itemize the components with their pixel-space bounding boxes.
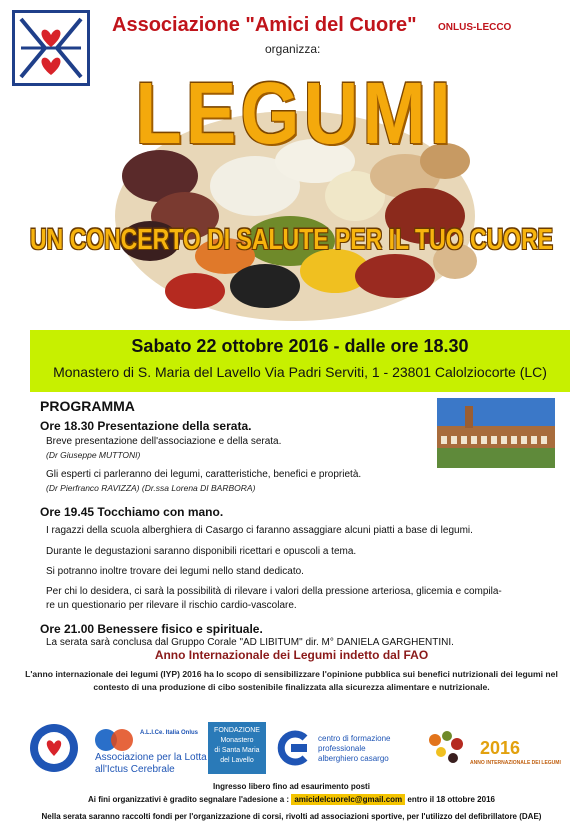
- signup-before: Ai fini organizzativi è gradito segnalare l'adesione a :: [88, 795, 290, 804]
- iyp-caption: ANNO INTERNAZIONALE DEI LEGUMI: [470, 760, 561, 766]
- iyp-logo-icon: [425, 728, 475, 768]
- programme-title: PROGRAMMA: [40, 398, 135, 414]
- hero-slogan: UN CONCERTO DI SALUTE PER IL TUO CUORE: [29, 222, 554, 256]
- hero-title: LEGUMI: [135, 64, 455, 163]
- organizza-label: organizza:: [265, 42, 321, 56]
- signup-after: entro il 18 ottobre 2016: [407, 795, 495, 804]
- event-date: Sabato 22 ottobre 2016 - dalle ore 18.30: [131, 336, 469, 356]
- slot-time-2: Ore 19.45 Tocchiamo con mano.: [40, 505, 224, 519]
- iyp-year: 2016: [480, 738, 521, 758]
- fondazione-line: del Lavello: [220, 757, 254, 764]
- fao-title: Anno Internazionale dei Legumi indetto dal FAO: [154, 648, 429, 662]
- cfp-line3: alberghiero casargo: [318, 754, 389, 763]
- cfp-logo-icon: [275, 730, 311, 766]
- monastery-photo: [437, 398, 555, 468]
- alice-line2: Associazione per la Lotta: [95, 752, 207, 763]
- fondazione-logo: [208, 722, 266, 774]
- slot-speaker: (Dr Giuseppe MUTTONI): [46, 450, 141, 460]
- fondazione-line: di Santa Maria: [214, 747, 260, 754]
- slot-item: I ragazzi della scuola alberghiera di Casargo ci faranno assaggiare alcuni piatti a base di legumi.: [46, 525, 473, 536]
- association-logo: [12, 10, 90, 86]
- slot-item: Breve presentazione dell'associazione e della serata.: [46, 436, 282, 447]
- slot-item: La serata sarà conclusa dal Gruppo Corale "AD LIBITUM" dir. M° DANIELA GARGHENTINI.: [46, 637, 454, 648]
- cfp-line1: centro di formazione: [318, 734, 391, 743]
- slot-item: Si potranno inoltre trovare dei legumi nello stand dedicato.: [46, 566, 304, 577]
- alice-line3: all'Ictus Cerebrale: [95, 764, 175, 775]
- alice-logo-icon: [92, 726, 140, 754]
- org-suffix: ONLUS-LECCO: [438, 22, 512, 33]
- event-place: Monastero di S. Maria del Lavello Via Padri Serviti, 1 - 23801 Calolziocorte (LC): [53, 364, 547, 380]
- org-name: Associazione "Amici del Cuore": [112, 14, 417, 36]
- signup-note: [0, 795, 583, 804]
- fundraise-note: Nella serata saranno raccolti fondi per l'organizzazione di corsi, rivolti ad associazioni sportive, per l'utilizzo del defibrillatore (DAE): [41, 812, 542, 821]
- slot-item: Durante le degustazioni saranno disponibili ricettari e opuscoli a tema.: [46, 546, 357, 557]
- fondazione-line: Monastero: [220, 737, 254, 744]
- slot-time-1: Ore 18.30 Presentazione della serata.: [40, 419, 252, 433]
- slot-item: Gli esperti ci parleranno dei legumi, caratteristiche, benefici e proprietà.: [46, 469, 362, 480]
- slot-time-3: Ore 21.00 Benessere fisico e spirituale.: [40, 622, 263, 636]
- slot-item: re un questionario per rilevare il rischio cardio-vascolare.: [46, 600, 297, 611]
- fondazione-line: FONDAZIONE: [214, 727, 260, 734]
- alice-line1: A.L.I.Ce. Italia Onlus: [140, 730, 199, 736]
- email-link[interactable]: amicidelcuorelc@gmail.com: [291, 794, 405, 805]
- cfp-line2: professionale: [318, 744, 366, 753]
- slot-item: Per chi lo desidera, ci sarà la possibilità di rilevare i valori della pressione arteriosa, glicemia e compila-: [46, 586, 502, 597]
- amici-cuore-seal-logo: [28, 722, 80, 774]
- entry-note: Ingresso libero fino ad esaurimento posti: [213, 782, 370, 791]
- slot-speaker: (Dr Pierfranco RAVIZZA) (Dr.ssa Lorena DI BARBORA): [46, 483, 256, 493]
- fao-text: L'anno internazionale dei legumi (IYP) 2016 ha lo scopo di sensibilizzare l'opinione pubblica sui benefici nutrizionali dei legumi nel contesto di una produzione di cibo sostenibile finalizzata alla sicurezza alimentare e nutrizionale.: [25, 669, 558, 692]
